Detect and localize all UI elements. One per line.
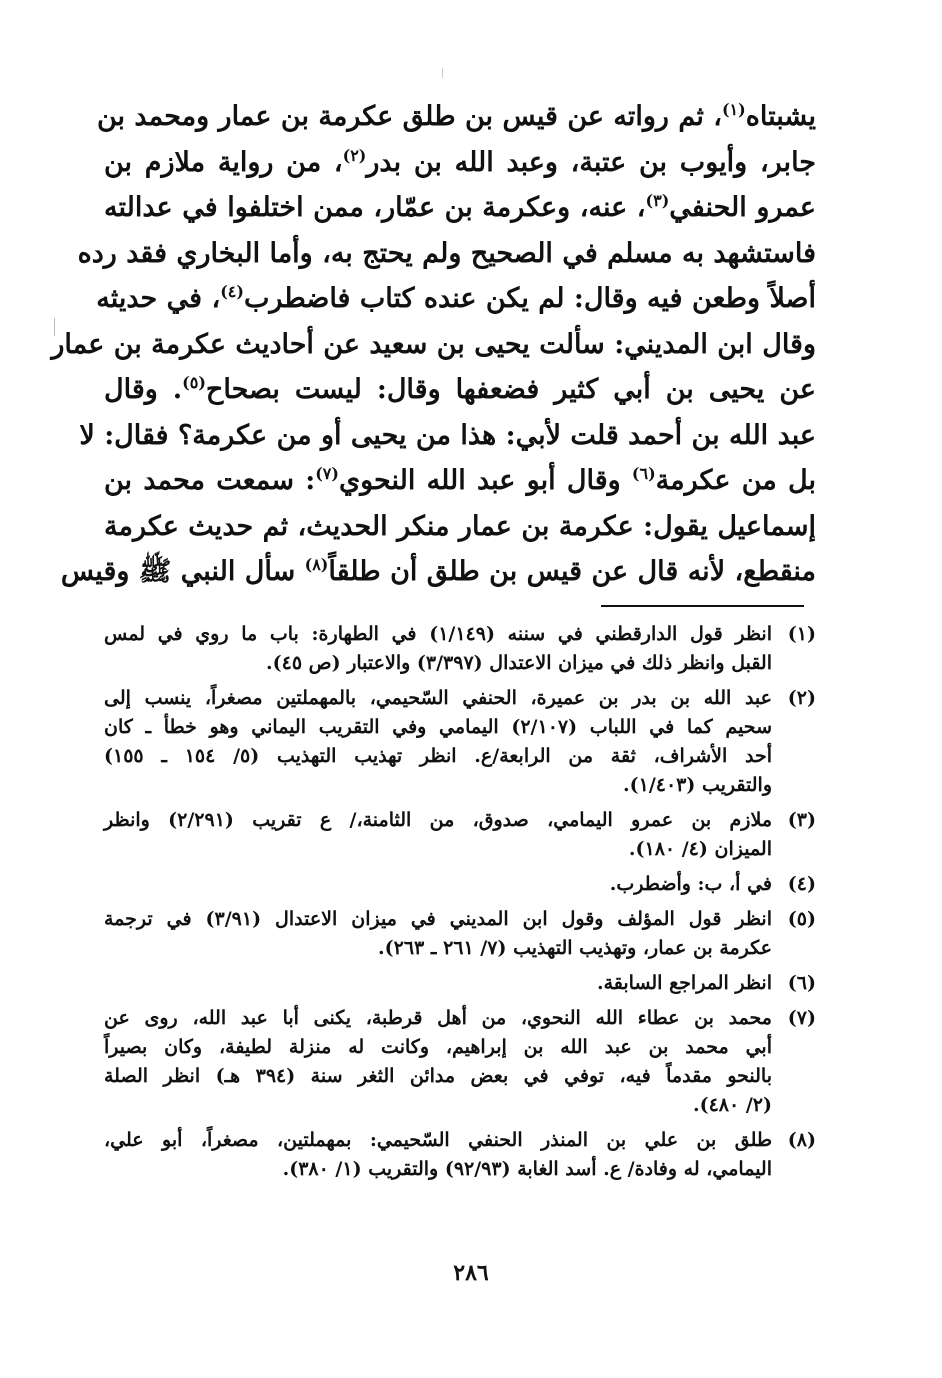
footnote-line: الميزان (٤/ ١٨٠). (628, 838, 772, 860)
footnote-line: انظر قول المؤلف وقول ابن المديني في ميزان الاعتدال (٣/٩١) في ترجمة (104, 908, 773, 930)
footnote-2 (104, 684, 816, 800)
body-line-2: جابر، وأيوب بن عتبة، وعبد الله بن بدر$^{(٢)}$، من رواية ملازم بن (104, 145, 816, 178)
body-line-10: إسماعيل يقول: عكرمة بن عمار منكر الحديث، ثم حديث عكرمة (104, 510, 816, 542)
body-line-4: فاستشهد به مسلم في الصحيح ولم يحتج به، وأما البخاري فقد رده (77, 237, 816, 269)
body-line-8: عبد الله بن أحمد قلت لأبي: هذا من يحيى أو من عكرمة؟ فقال: لا (79, 419, 816, 451)
footnote-line: بالنحو مقدماً فيه، توفي في بعض مدائن الثغر سنة (٣٩٤ هـ) انظر الصلة (104, 1065, 773, 1087)
footnote-line: عكرمة بن عمار، وتهذيب التهذيب (٧/ ٢٦١ ـ ٢٦٣). (378, 937, 772, 959)
scan-mark-top (442, 68, 443, 78)
footnote-line: انظر قول الدارقطني في سننه (١/١٤٩) في الطهارة: باب ما روي في لمس (104, 623, 773, 645)
footnote-1 (104, 620, 816, 678)
footnote-line: عبد الله بن بدر بن عميرة، الحنفي السّحيمي، بالمهملتين مصغراً، ينسب إلى (104, 687, 772, 709)
body-line-5: أصلاً وطعن فيه وقال: لم يكن عنده كتاب فاضطرب$^{(٤)}$، في حديثه (96, 282, 816, 314)
page-number: ٢٨٦ (453, 1260, 489, 1286)
footnote-7 (104, 1004, 816, 1120)
footnote-5 (104, 905, 816, 963)
footnotes (104, 620, 816, 1190)
main-text (51, 94, 817, 595)
footnote-number: (١) (787, 623, 816, 645)
body-line-9: بل من عكرمة$^{(٦)}$ وقال أبو عبد الله النحوي$^{(٧)}$: سمعت محمد بن (104, 464, 816, 496)
footnote-number: (٤) (787, 873, 816, 895)
body-line-6: وقال ابن المديني: سألت يحيى بن سعيد عن أحاديث عكرمة بن عمار (51, 328, 816, 360)
footnote-line: ملازم بن عمرو اليمامي، صدوق، من الثامنة،/ ع تقريب (٢/٢٩١) وانظر (104, 809, 772, 831)
body-line-7: عن يحيى بن أبي كثير فضعفها وقال: ليست بصحاح$^{(٥)}$. وقال (104, 373, 817, 405)
footnote-4 (104, 870, 816, 899)
footnote-number: (٨) (787, 1129, 816, 1151)
body-line-3: عمرو الحنفي$^{(٣)}$، عنه، وعكرمة بن عمّار، ممن اختلفوا في عدالته (104, 191, 816, 223)
footnote-line: محمد بن عطاء الله النحوي، من أهل قرطبة، يكنى أبا عبد الله، روى عن (104, 1007, 772, 1029)
footnote-line: أبي محمد بن عبد الله بن إبراهيم، وكانت له منزلة لطيفة، وكان بصيراً (104, 1036, 772, 1058)
footnote-number: (٣) (787, 809, 816, 831)
footnote-line: اليمامي، له وفادة/ ع. أسد الغابة (٩٢/٩٣) والتقريب (١/ ٣٨٠). (282, 1158, 772, 1180)
footnote-separator (601, 605, 804, 607)
footnote-line: في أ، ب: وأضطرب. (609, 873, 772, 895)
footnote-number: (٢) (787, 687, 816, 709)
footnote-line: (٢/ ٤٨٠). (692, 1094, 772, 1116)
footnote-number: (٧) (787, 1007, 816, 1029)
footnote-3 (104, 806, 816, 864)
footnote-line: سحيم كما في اللباب (٢/١٠٧) اليمامي وفي التقريب اليماني وهو خطأ ـ كان (104, 716, 772, 738)
body-line-1: يشبتاه$^{(١)}$، ثم رواته عن قيس بن طلق عكرمة بن عمار ومحمد بن (96, 100, 816, 132)
footnote-number: (٥) (787, 908, 816, 930)
footnote-line: القبل وانظر ذلك في ميزان الاعتدال (٣/٣٩٧) والاعتبار (ص ٤٥). (266, 652, 772, 674)
footnote-line: انظر المراجع السابقة. (596, 972, 772, 994)
body-line-11: منقطع، لأنه قال عن قيس بن طلق أن طلقاً$^{(٨)}$ سأل النبي ﷺ وقيس (60, 555, 816, 587)
footnote-line: طلق بن علي بن المنذر الحنفي السّحيمي: بمهملتين، مصغراً، أبو علي، (104, 1129, 772, 1151)
footnote-line: أحد الأشراف، ثقة من الرابعة/ع. انظر تهذيب التهذيب (٥/ ١٥٤ ـ ١٥٥) (104, 745, 773, 767)
footnote-8 (104, 1126, 816, 1184)
footnote-number: (٦) (787, 972, 816, 994)
footnote-line: والتقريب (١/٤٠٣). (623, 774, 772, 796)
footnote-6 (104, 969, 816, 998)
